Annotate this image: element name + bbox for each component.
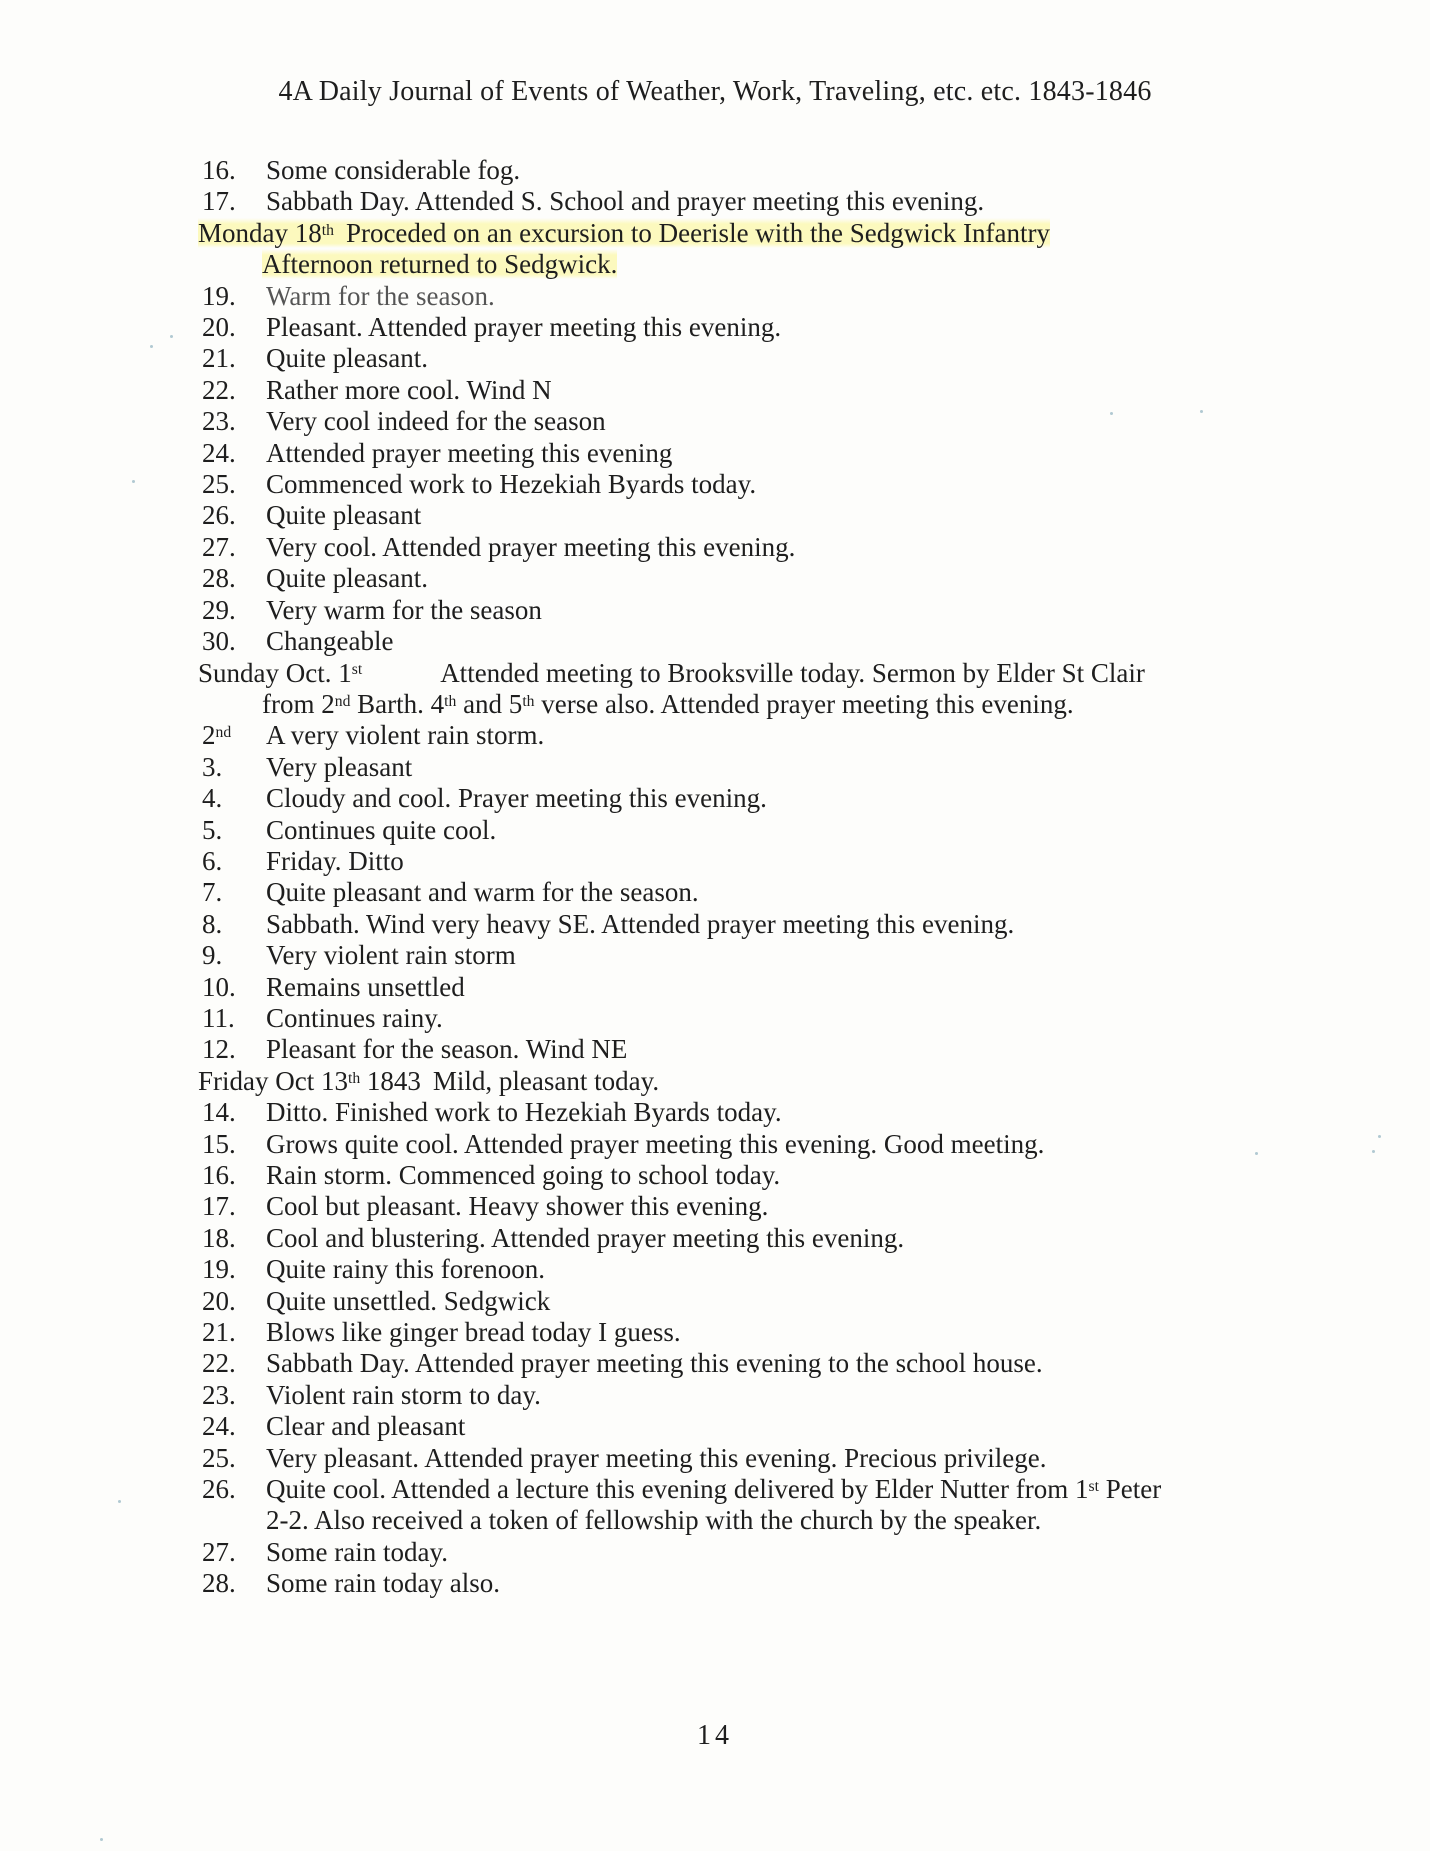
journal-entry: [202, 1223, 1222, 1254]
entry-date: 20.: [202, 1285, 236, 1316]
journal-entry: [202, 1317, 1222, 1348]
journal-entry: [202, 155, 1222, 186]
entry-date: 7.: [202, 877, 223, 908]
page-title: 4A Daily Journal of Events of Weather, Work, Traveling, etc. etc. 1843-1846: [278, 76, 1152, 107]
entry-text: Changeable: [266, 626, 394, 657]
entry-text: Cool but pleasant. Heavy shower this evening.: [266, 1191, 769, 1222]
entry-text: Very pleasant: [266, 751, 413, 782]
entry-date: 17.: [202, 186, 236, 217]
entry-date: Monday 18th: [198, 217, 334, 248]
entry-text: Quite pleasant.: [266, 343, 428, 374]
entry-date: 2nd: [202, 720, 232, 751]
entry-date: 20.: [202, 312, 236, 343]
journal-entry: [202, 1443, 1222, 1474]
entry-text: Violent rain storm to day.: [266, 1379, 541, 1410]
entry-text: Some rain today also.: [266, 1568, 500, 1599]
journal-entry: [202, 1191, 1222, 1222]
entry-text: Pleasant for the season. Wind NE: [266, 1034, 628, 1065]
entry-date: 8.: [202, 908, 223, 939]
journal-entry: [202, 877, 1222, 908]
entry-date: Friday Oct 13th 1843: [198, 1065, 421, 1096]
entry-date: 12.: [202, 1034, 236, 1065]
entry-text: Quite rainy this forenoon.: [266, 1254, 545, 1285]
entry-continuation: Afternoon returned to Sedgwick.: [262, 249, 618, 280]
scan-speck: [1255, 1152, 1258, 1155]
entry-text: Mild, pleasant today.: [432, 1065, 660, 1096]
journal-entry: [202, 312, 1222, 343]
entry-date: 27.: [202, 531, 236, 562]
entry-text: Rather more cool. Wind N: [266, 374, 552, 405]
entry-text: Sabbath. Wind very heavy SE. Attended prayer meeting this evening.: [266, 908, 1015, 939]
entry-text: Blows like ginger bread today I guess.: [266, 1317, 681, 1348]
entry-date: 19.: [202, 1254, 236, 1285]
journal-entry: [202, 972, 1222, 1003]
entry-text: Warm for the season.: [266, 280, 495, 311]
entry-date: 11.: [202, 1002, 235, 1033]
entry-date: 25.: [202, 1442, 236, 1473]
journal-entry: [202, 1411, 1222, 1442]
journal-entry: [202, 343, 1222, 374]
journal-entry: [202, 375, 1222, 406]
entry-text: Continues rainy.: [266, 1002, 443, 1033]
entry-text: Very cool. Attended prayer meeting this evening.: [266, 531, 796, 562]
entry-date: 14.: [202, 1097, 236, 1128]
entry-date: 21.: [202, 343, 236, 374]
entry-text: Cool and blustering. Attended prayer meeting this evening.: [266, 1222, 905, 1253]
journal-entry: [202, 532, 1222, 563]
journal-entry: [202, 940, 1222, 971]
entry-date: 24.: [202, 437, 236, 468]
journal-entry: [202, 186, 1222, 217]
entry-text: Sabbath Day. Attended prayer meeting this evening to the school house.: [266, 1348, 1043, 1379]
entry-date: 21.: [202, 1317, 236, 1348]
scan-speck: [170, 335, 173, 338]
entry-text: A very violent rain storm.: [266, 720, 545, 751]
journal-entry: [202, 1474, 1222, 1537]
entry-date: 22.: [202, 374, 236, 405]
entry-date: 26.: [202, 500, 236, 531]
journal-entry: [202, 846, 1222, 877]
entry-date: 28.: [202, 563, 236, 594]
entry-text: Proceded on an excursion to Deerisle with the Sedgwick Infantry: [345, 217, 1050, 248]
entry-text: Continues quite cool.: [266, 814, 497, 845]
journal-entry: [202, 1254, 1222, 1285]
entry-date: 30.: [202, 626, 236, 657]
journal-entry: [198, 658, 1222, 721]
entry-date: 26.: [202, 1474, 236, 1505]
entry-date: 5.: [202, 814, 223, 845]
journal-entry: [202, 720, 1222, 751]
journal-entry: [202, 1160, 1222, 1191]
entry-text: Very pleasant. Attended prayer meeting this evening. Precious privilege.: [266, 1442, 1047, 1473]
journal-entry: [202, 1003, 1222, 1034]
entry-text: Quite pleasant.: [266, 563, 428, 594]
entry-text: Quite pleasant and warm for the season.: [266, 877, 699, 908]
entry-date: 16.: [202, 1160, 236, 1190]
journal-entry: [202, 1348, 1222, 1379]
entry-date: 27.: [202, 1536, 236, 1567]
journal-entry: [202, 563, 1222, 594]
highlighted-text: [198, 218, 1050, 248]
scan-speck: [1200, 410, 1203, 413]
journal-entry: [202, 406, 1222, 437]
entry-continuation: from 2nd Barth. 4th and 5th verse also. Attended prayer meeting this evening.: [262, 688, 1074, 719]
journal-entry: [202, 1380, 1222, 1411]
journal-entries: [198, 155, 1222, 1600]
entry-date: 15.: [202, 1128, 236, 1159]
scan-speck: [1372, 1150, 1375, 1153]
entry-text: Pleasant. Attended prayer meeting this evening.: [266, 312, 782, 343]
scan-speck: [100, 1838, 103, 1841]
journal-entry: [202, 1034, 1222, 1065]
entry-text: Some rain today.: [266, 1536, 448, 1567]
journal-entry: [202, 469, 1222, 500]
entry-text: Quite pleasant: [266, 500, 422, 531]
journal-entry: [202, 1129, 1222, 1160]
entry-text: Some considerable fog.: [266, 155, 521, 185]
entry-continuation: 2-2. Also received a token of fellowship with the church by the speaker.: [266, 1505, 1042, 1536]
entry-date: 22.: [202, 1348, 236, 1379]
journal-entry: [202, 783, 1222, 814]
entry-text: Very warm for the season: [266, 594, 542, 625]
entry-text: Quite cool. Attended a lecture this evening delivered by Elder Nutter from 1st Peter: [266, 1474, 1162, 1505]
entry-date: 6.: [202, 845, 223, 876]
journal-entry: [202, 438, 1222, 469]
journal-entry: [202, 815, 1222, 846]
entry-date: 28.: [202, 1568, 236, 1599]
entry-date: 23.: [202, 406, 236, 437]
entry-date: 9.: [202, 940, 223, 971]
entry-date: 10.: [202, 971, 236, 1002]
scan-speck: [132, 480, 135, 483]
journal-entry: [202, 281, 1222, 312]
entry-date: 29.: [202, 594, 236, 625]
journal-entry: [202, 1568, 1222, 1599]
journal-entry: [202, 626, 1222, 657]
scan-speck: [118, 1500, 121, 1503]
journal-entry: [202, 500, 1222, 531]
journal-entry: [202, 595, 1222, 626]
entry-text: Rain storm. Commenced going to school today.: [266, 1160, 781, 1190]
entry-text: Friday. Ditto: [266, 845, 404, 876]
journal-entry: [198, 218, 1222, 281]
entry-text: Cloudy and cool. Prayer meeting this evening.: [266, 783, 767, 814]
journal-entry: [202, 1537, 1222, 1568]
entry-date: 18.: [202, 1222, 236, 1253]
entry-date: 19.: [202, 280, 236, 311]
entry-date: 23.: [202, 1379, 236, 1410]
entry-text: Quite unsettled. Sedgwick: [266, 1285, 551, 1316]
entry-text: Clear and pleasant: [266, 1411, 466, 1442]
journal-entry: [202, 1097, 1222, 1128]
entry-text: Attended prayer meeting this evening: [266, 437, 673, 468]
entry-date: 24.: [202, 1411, 236, 1442]
entry-date: Sunday Oct. 1st: [198, 657, 363, 688]
entry-text: Very cool indeed for the season: [266, 406, 606, 437]
journal-entry: [198, 1066, 1222, 1097]
entry-date: 3.: [202, 751, 223, 782]
journal-entry: [202, 752, 1222, 783]
entry-text: Remains unsettled: [266, 971, 465, 1002]
scan-speck: [1110, 412, 1113, 415]
entry-text: Ditto. Finished work to Hezekiah Byards today.: [266, 1097, 782, 1128]
entry-date: 17.: [202, 1191, 236, 1222]
scan-speck: [1378, 1135, 1381, 1138]
entry-text: Sabbath Day. Attended S. School and prayer meeting this evening.: [266, 186, 985, 217]
entry-date: 4.: [202, 783, 223, 814]
entry-text: Very violent rain storm: [266, 940, 516, 971]
page-number: 14: [697, 1720, 733, 1751]
entry-date: 16.: [202, 155, 236, 185]
entry-text: Grows quite cool. Attended prayer meeting this evening. Good meeting.: [266, 1128, 1045, 1159]
entry-date: 25.: [202, 469, 236, 500]
scan-speck: [150, 345, 153, 348]
journal-entry: [202, 1286, 1222, 1317]
entry-text: Attended meeting to Brooksville today. Sermon by Elder St Clair: [440, 657, 1145, 688]
entry-text: Commenced work to Hezekiah Byards today.: [266, 469, 757, 500]
journal-entry: [202, 909, 1222, 940]
